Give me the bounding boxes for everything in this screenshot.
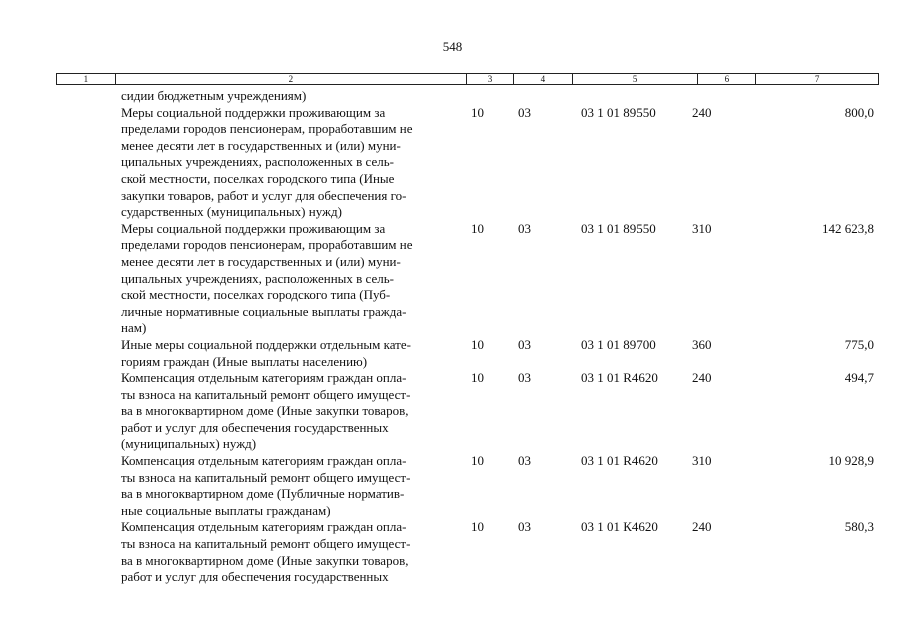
- header-col-7: 7: [814, 74, 820, 84]
- row-description: [121, 519, 463, 585]
- header-col-2: 2: [116, 74, 467, 84]
- description-line: закупки товаров, работ и услуг для обеспечения го-: [121, 187, 407, 203]
- table-row: [0, 105, 905, 221]
- description-line: ты взноса на капитальный ремонт общего имущест-: [121, 386, 411, 402]
- cell-expense-type: 360: [692, 336, 712, 352]
- description-line: Компенсация отдельным категориям граждан опла-: [121, 519, 407, 535]
- cell-target-article: 03 1 01 R4620: [581, 453, 658, 469]
- cell-target-article: 03 1 01 89550: [581, 220, 656, 236]
- table-body: [0, 88, 905, 586]
- row-description: [121, 370, 463, 453]
- description-line: Иные меры социальной поддержки отдельным кате-: [121, 336, 411, 352]
- description-line: пределами городов пенсионерам, проработавшим не: [121, 121, 413, 137]
- description-line: работ и услуг для обеспечения государственных: [121, 569, 389, 585]
- cell-amount: 775,0: [844, 336, 874, 352]
- header-col-4: 4: [514, 74, 573, 84]
- description-line: ва в многоквартирном доме (Иные закупки товаров,: [121, 403, 409, 419]
- cell-target-article: 03 1 01 89700: [581, 336, 656, 352]
- description-line: менее десяти лет в государственных и (или) муни-: [121, 253, 401, 269]
- description-line: ты взноса на капитальный ремонт общего имущест-: [121, 536, 411, 552]
- description-line: ные социальные выплаты гражданам): [121, 502, 331, 518]
- cell-subsection: 03: [518, 220, 531, 236]
- cell-section: 10: [471, 370, 484, 386]
- description-line: Компенсация отдельным категориям граждан опла-: [121, 453, 407, 469]
- row-description: [121, 221, 463, 337]
- cell-amount: 494,7: [844, 370, 874, 386]
- cell-section: 10: [471, 220, 484, 236]
- cell-target-article: 03 1 01 К4620: [581, 519, 658, 535]
- cell-subsection: 03: [518, 370, 531, 386]
- cell-subsection: 03: [518, 519, 531, 535]
- description-line: ской местности, поселках городского типа (Пуб-: [121, 287, 391, 303]
- cell-target-article: 03 1 01 89550: [581, 104, 656, 120]
- description-line: Меры социальной поддержки проживающим за: [121, 220, 386, 236]
- header-col-1: 1: [57, 74, 116, 84]
- header-col-5: 5: [573, 74, 699, 84]
- description-line: ва в многоквартирном доме (Публичные норматив-: [121, 486, 405, 502]
- cell-subsection: 03: [518, 453, 531, 469]
- cell-expense-type: 240: [692, 370, 712, 386]
- cell-subsection: 03: [518, 104, 531, 120]
- cell-amount: 10 928,9: [828, 453, 874, 469]
- cell-expense-type: 240: [692, 519, 712, 535]
- table-row: [0, 519, 905, 585]
- cell-subsection: 03: [518, 336, 531, 352]
- description-line: ципальных учреждениях, расположенных в сель-: [121, 270, 394, 286]
- row-description: [121, 453, 463, 519]
- row-description: [121, 88, 463, 105]
- row-description: [121, 337, 463, 370]
- description-line: ва в многоквартирном доме (Иные закупки товаров,: [121, 552, 409, 568]
- table-row: [0, 337, 905, 370]
- cell-section: 10: [471, 336, 484, 352]
- table-header-row: [56, 73, 879, 85]
- description-line: пределами городов пенсионерам, проработавшим не: [121, 237, 413, 253]
- description-line: ской местности, поселках городского типа (Иные: [121, 170, 395, 186]
- description-line: ты взноса на капитальный ремонт общего имущест-: [121, 469, 411, 485]
- description-line: гориям граждан (Иные выплаты населению): [121, 353, 368, 369]
- description-line: сидии бюджетным учреждениям): [121, 88, 307, 103]
- description-line: личные нормативные социальные выплаты гражда-: [121, 303, 407, 319]
- table-row: [0, 221, 905, 337]
- cell-target-article: 03 1 01 R4620: [581, 370, 658, 386]
- description-line: Меры социальной поддержки проживающим за: [121, 104, 386, 120]
- cell-amount: 142 623,8: [822, 220, 874, 236]
- description-line: сударственных (муниципальных) нужд): [121, 204, 342, 220]
- cell-expense-type: 240: [692, 104, 712, 120]
- row-description: [121, 105, 463, 221]
- description-line: менее десяти лет в государственных и (или) муни-: [121, 137, 401, 153]
- cell-section: 10: [471, 453, 484, 469]
- description-line: работ и услуг для обеспечения государственных: [121, 419, 389, 435]
- description-line: ципальных учреждениях, расположенных в сель-: [121, 154, 394, 170]
- description-line: (муниципальных) нужд): [121, 436, 257, 452]
- table-row-carryover: [0, 88, 905, 105]
- cell-amount: 580,3: [844, 519, 874, 535]
- description-line: Компенсация отдельным категориям граждан опла-: [121, 370, 407, 386]
- cell-expense-type: 310: [692, 453, 712, 469]
- header-col-6: 6: [698, 74, 756, 84]
- cell-section: 10: [471, 104, 484, 120]
- table-row: [0, 370, 905, 453]
- table-row: [0, 453, 905, 519]
- cell-section: 10: [471, 519, 484, 535]
- header-col-3: 3: [467, 74, 514, 84]
- description-line: нам): [121, 320, 147, 336]
- page-number: 548: [442, 39, 463, 54]
- cell-expense-type: 310: [692, 220, 712, 236]
- cell-amount: 800,0: [844, 104, 874, 120]
